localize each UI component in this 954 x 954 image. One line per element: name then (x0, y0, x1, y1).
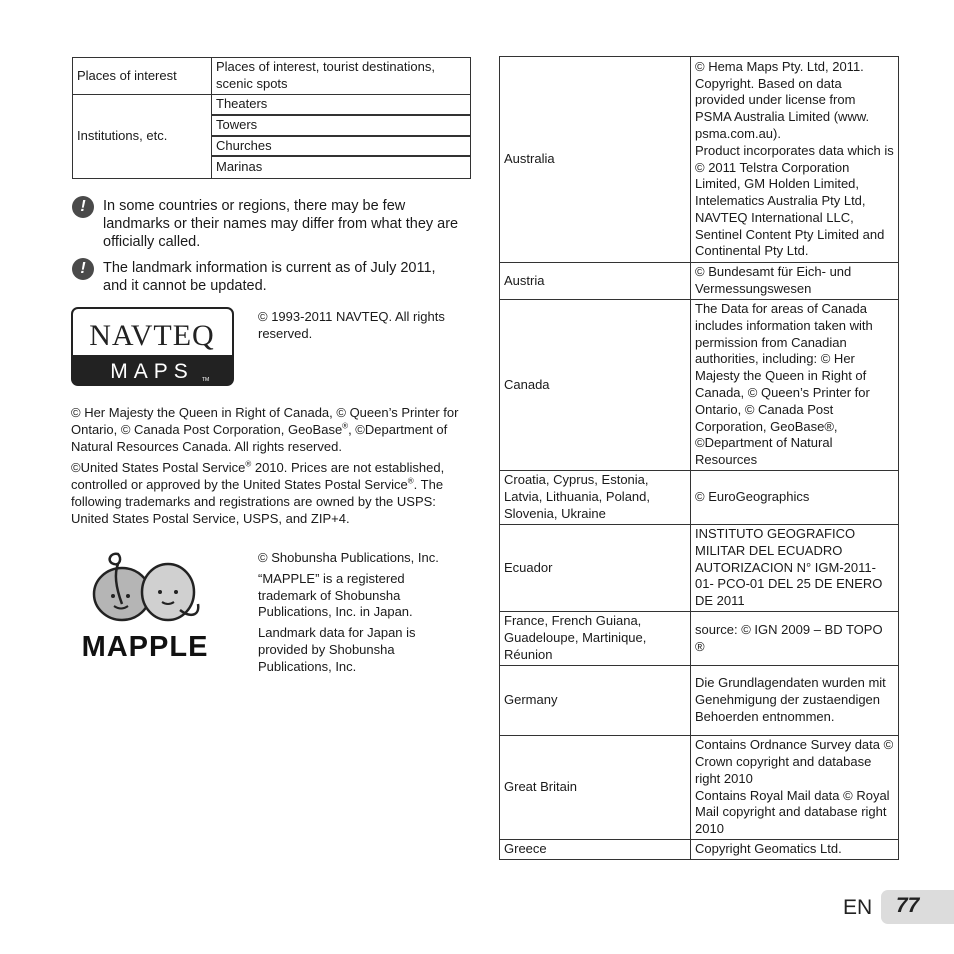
svg-text:MAPPLE: MAPPLE (81, 631, 209, 660)
table-row (500, 666, 899, 736)
note-item (72, 197, 462, 251)
table-row (500, 840, 899, 860)
mapple-credits (258, 550, 463, 680)
table-row (500, 263, 899, 300)
credit-cell: INSTITUTO GEOGRAFICO MILITAR DEL ECUADRO AUTORIZACION N° IGM-2011-01- PCO-01 DEL 25 DE ENERO DE 2011 (691, 525, 899, 612)
item-cell: Theaters (212, 95, 471, 115)
language-label: EN (843, 896, 873, 919)
credit-cell: Die Grundlagendaten wurden mit Genehmigung der zustaendigen Behoerden entnommen. (691, 666, 899, 736)
category-cell: Places of interest (73, 58, 212, 95)
credit-cell: The Data for areas of Canada includes information taken with permission from Canadian authorities, including: © Her Majesty the Queen in Right of Canada, © Queen’s Printer for Ontario, © Canada Post Corporation, GeoBase®, ©Department of Natural Resources (691, 300, 899, 471)
credit-cell: source: © IGN 2009 – BD TOPO ® (691, 612, 899, 666)
canada-copyright-paragraph: © Her Majesty the Queen in Right of Canada, © Queen’s Printer for Ontario, © Canada Post Corporation, GeoBase®, ©Department of Natural Resources Canada. All rights reserved. (71, 405, 459, 454)
table-row (500, 300, 899, 471)
country-cell: Greece (500, 840, 691, 860)
svg-text:MAPS: MAPS (110, 360, 194, 383)
item-cell: Marinas (212, 156, 471, 178)
country-cell: Austria (500, 263, 691, 300)
table-row (500, 525, 899, 612)
note-item (72, 259, 462, 295)
caution-icon: ! (72, 196, 94, 218)
navteq-maps-logo (71, 307, 234, 386)
country-cell: Canada (500, 300, 691, 471)
note-text: The landmark information is current as of July 2011, and it cannot be updated. (103, 260, 436, 294)
country-cell: Australia (500, 57, 691, 263)
country-cell: Great Britain (500, 736, 691, 840)
category-cell: Institutions, etc. (73, 95, 212, 179)
credit-cell: © Hema Maps Pty. Ltd, 2011. Copyright. Based on data provided under license from PSMA Australia Limited (www. psma.com.au). Product incorporates data which is © 2011 Telstra Corporation Limited, GM Holden Limited, Intelematics Australia Pty Ltd, NAVTEQ International LLC, Sentinel Content Pty Limited and Continental Pty Ltd. (691, 57, 899, 263)
country-cell: Germany (500, 666, 691, 736)
mapple-data-source: Landmark data for Japan is provided by Shobunsha Publications, Inc. (258, 625, 416, 674)
credit-cell: © Bundesamt für Eich- und Vermessungswesen (691, 263, 899, 300)
caution-icon: ! (72, 258, 94, 280)
usps-paragraph: ©United States Postal Service® 2010. Prices are not established, controlled or approved by the United States Postal Service®. The following trademarks and registrations are owned by the USPS: United States Postal Service, USPS, and ZIP+4. (71, 459, 445, 526)
item-cell: Towers (212, 115, 471, 136)
table-row (73, 58, 471, 95)
mapple-logo (70, 548, 220, 660)
landmark-category-table (72, 57, 471, 179)
svg-text:NAVTEQ: NAVTEQ (89, 319, 215, 352)
mapple-trademark: “MAPPLE” is a registered trademark of Shobunsha Publications, Inc. in Japan. (258, 570, 413, 620)
credit-cell: Contains Ordnance Survey data © Crown copyright and database right 2010 Contains Royal Mail data © Royal Mail copyright and database right 2010 (691, 736, 899, 840)
item-cell: Places of interest, tourist destinations, scenic spots (212, 58, 471, 95)
country-cell: France, French Guiana, Guadeloupe, Martinique, Réunion (500, 612, 691, 666)
credit-cell: © EuroGeographics (691, 471, 899, 525)
table-row (500, 471, 899, 525)
country-cell: Croatia, Cyprus, Estonia, Latvia, Lithuania, Poland, Slovenia, Ukraine (500, 471, 691, 525)
page-number: 77 (896, 894, 920, 917)
map-data-credits-table (499, 56, 899, 860)
table-row (500, 612, 899, 666)
note-text: In some countries or regions, there may be few landmarks or their names may differ from what they are officially called. (103, 198, 459, 250)
country-cell: Ecuador (500, 525, 691, 612)
table-row (500, 57, 899, 263)
table-row (500, 736, 899, 840)
navteq-copyright: © 1993-2011 NAVTEQ. All rights reserved. (258, 309, 445, 341)
table-row (73, 95, 471, 115)
item-cell: Churches (212, 136, 471, 157)
svg-text:TM: TM (202, 377, 210, 383)
mapple-copyright: © Shobunsha Publications, Inc. (258, 550, 439, 565)
credit-cell: Copyright Geomatics Ltd. (691, 840, 899, 860)
